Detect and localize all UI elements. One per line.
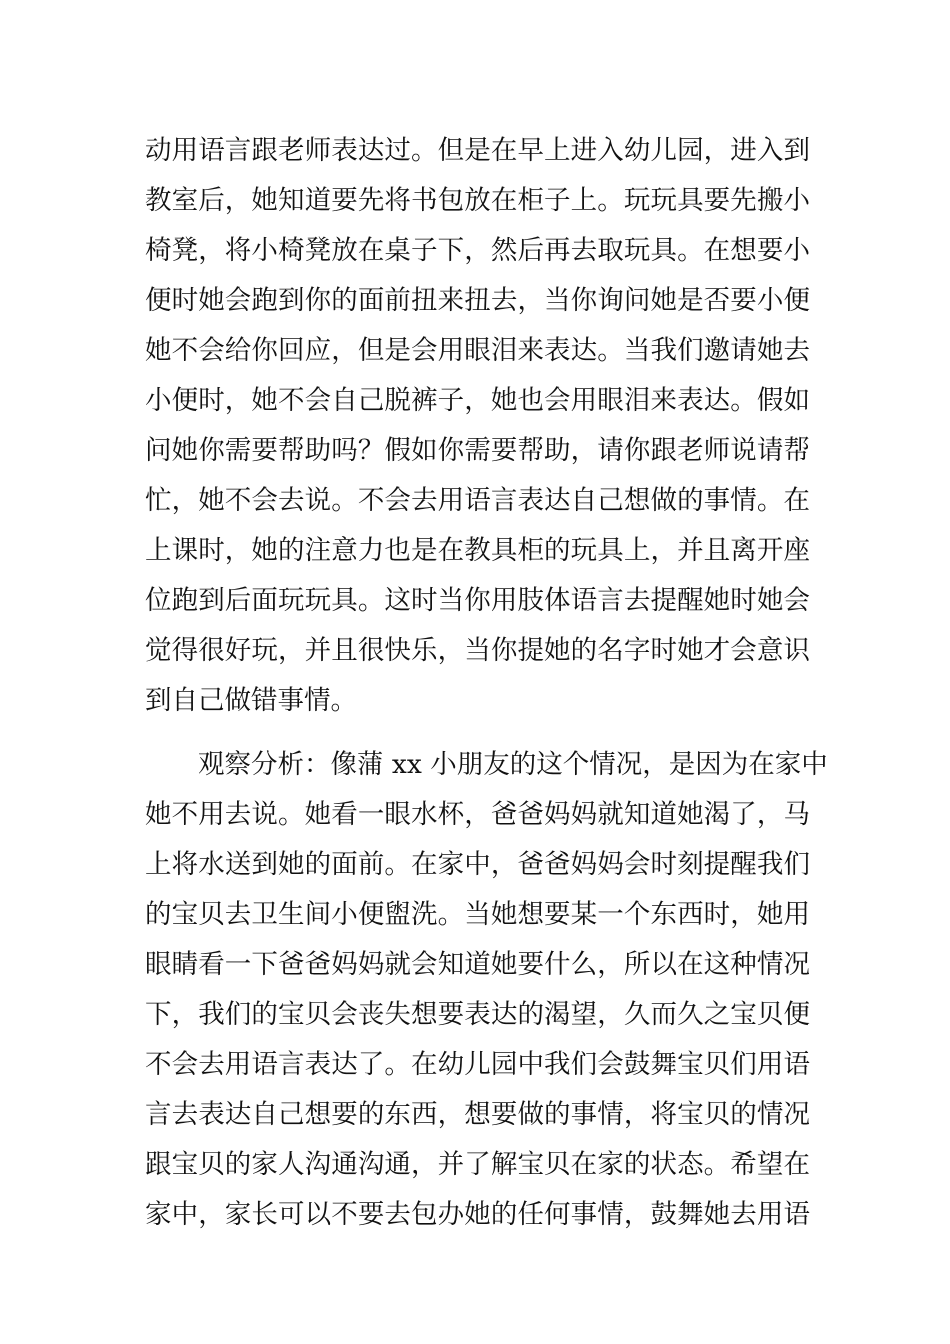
text-line: 小便时，她不会自己脱裤子，她也会用眼泪来表达。假如: [145, 385, 810, 416]
text-line: 到自己做错事情。: [145, 685, 357, 716]
text-line: 问她你需要帮助吗？假如你需要帮助，请你跟老师说请帮: [145, 435, 810, 466]
text-line: 上课时，她的注意力也是在教具柜的玩具上，并且离开座: [145, 535, 810, 566]
text-line: 的宝贝去卫生间小便盥洗。当她想要某一个东西时，她用: [145, 899, 810, 930]
text-line: 跟宝贝的家人沟通沟通，并了解宝贝在家的状态。希望在: [145, 1149, 810, 1180]
body-text: [145, 126, 828, 1240]
text-line: 上将水送到她的面前。在家中，爸爸妈妈会时刻提醒我们: [145, 849, 810, 880]
text-line: 忙，她不会去说。不会去用语言表达自己想做的事情。在: [145, 485, 810, 516]
text-line: 言去表达自己想要的东西，想要做的事情，将宝贝的情况: [145, 1099, 810, 1130]
text-line: 眼睛看一下爸爸妈妈就会知道她要什么，所以在这种情况: [145, 949, 810, 980]
text-line: 动用语言跟老师表达过。但是在早上进入幼儿园，进入到: [145, 135, 810, 166]
paragraph-spacer: [145, 726, 810, 740]
paragraph-observation: [145, 126, 810, 726]
text-line: 下，我们的宝贝会丧失想要表达的渴望，久而久之宝贝便: [145, 999, 810, 1030]
text-line: 位跑到后面玩玩具。这时当你用肢体语言去提醒她时她会: [145, 585, 810, 616]
text-line: 她不用去说。她看一眼水杯，爸爸妈妈就知道她渴了，马: [145, 799, 810, 830]
text-line: 椅凳，将小椅凳放在桌子下，然后再去取玩具。在想要小: [145, 235, 810, 266]
text-line: 她不会给你回应，但是会用眼泪来表达。当我们邀请她去: [145, 335, 810, 366]
text-line: 不会去用语言表达了。在幼儿园中我们会鼓舞宝贝们用语: [145, 1049, 810, 1080]
text-line: 家中，家长可以不要去包办她的任何事情，鼓舞她去用语: [145, 1199, 810, 1230]
paragraph-analysis: [145, 740, 828, 1240]
text-line: 观察分析：像蒲 xx 小朋友的这个情况，是因为在家中: [198, 749, 828, 780]
text-line: 教室后，她知道要先将书包放在柜子上。玩玩具要先搬小: [145, 185, 810, 216]
text-line: 觉得很好玩，并且很快乐，当你提她的名字时她才会意识: [145, 635, 810, 666]
text-line: 便时她会跑到你的面前扭来扭去，当你询问她是否要小便: [145, 285, 810, 316]
